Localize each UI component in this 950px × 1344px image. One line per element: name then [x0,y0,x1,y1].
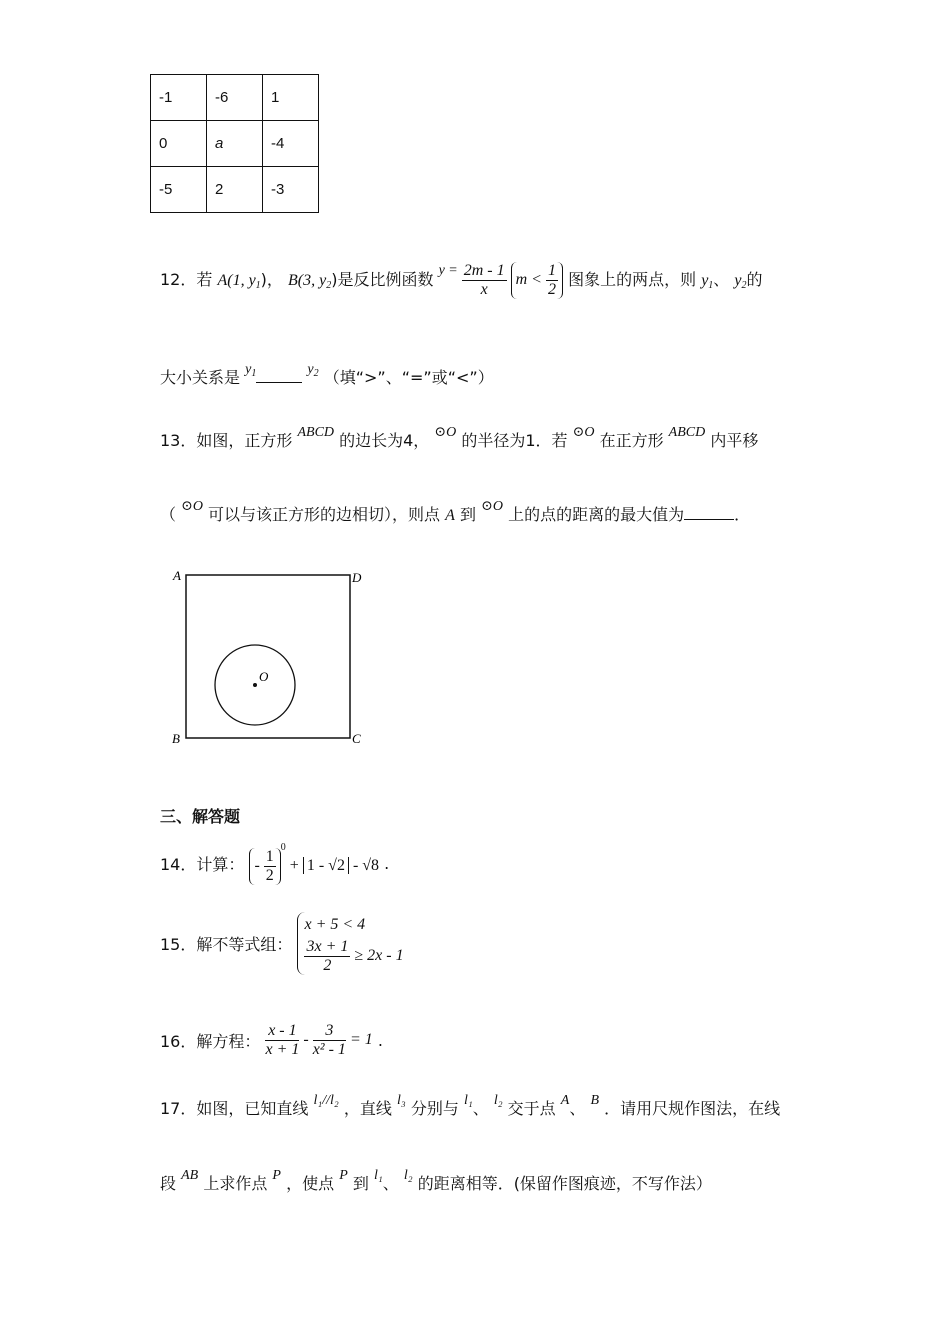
q12-y2: $y_2$ [734,272,747,291]
q12-condition: m < $\frac{1}{2}$ [511,262,563,299]
q13-circle-label: ⊙O [181,499,203,514]
q13-number: 13．如图，正方形 [160,431,293,450]
q16-number: 16．解方程： [160,1032,261,1051]
q17-sep: 、 [472,1099,489,1118]
q17-text: ，使点 [286,1174,335,1193]
q13-text: 的半径为1．若 [461,431,568,450]
q13-square-label: ABCD [668,425,706,440]
grid-cell: -5 [151,167,207,213]
grid-cell: 1 [263,75,319,121]
q13-square-label: ABCD [297,425,335,440]
grid-cell: a [207,121,263,167]
q13-text: 到 [460,505,477,524]
q17-sep: 、 [382,1174,399,1193]
q17-parallel-lines: l₁//l₂ [313,1093,339,1108]
q15-inequality-2: $\frac{3x + 1}{2}$ ≥ 2x - 1 [306,938,404,974]
section-title: 三、解答题 [160,807,241,826]
grid-cell: 2 [207,167,263,213]
q13-text: 内平移 [710,431,759,450]
q12-text: 大小关系是 [160,368,241,387]
q16-line [160,1022,383,1059]
q16-equation: $\frac{x - 1}{x + 1}$ - $\frac{3}{\text{x² - 1}}$ = 1 [265,1022,373,1058]
q15-inequality-1: x + 5 < 4 [304,916,366,933]
grid-cell: 0 [151,121,207,167]
q17-point-p: P [339,1168,348,1183]
grid-cell: -3 [263,167,319,213]
q12-y2: $y_2$ [307,362,319,379]
q17-text: 上求作点 [203,1174,268,1193]
q12-line2 [160,362,494,388]
q17-text: 段 [160,1174,177,1193]
q12-point-a: A(1, $y_1$ [217,272,261,291]
q12-line1 [160,262,763,299]
q12-point-b: B(3, $y_2$ [288,272,332,291]
q12-text: 图象上的两点，则 [568,270,697,289]
q13-text: ． [734,505,751,524]
q12-text: 的 [746,270,763,289]
q12-number: 12．若 [160,270,213,289]
q13-point-a: A [445,507,455,524]
q12-answer-blank[interactable] [256,368,302,383]
q17-text: 交于点 [507,1099,556,1118]
q17-point-a: A [560,1093,570,1108]
q13-line1 [160,424,758,451]
q17-line2 [160,1168,712,1194]
grid-cell: -4 [263,121,319,167]
q17-line-l1: l₁ [373,1168,383,1183]
q12-function: y = $\frac{2m - 1}{x}$ [438,262,505,298]
q12-y1: $y_1$ [701,272,714,291]
table-row [151,121,319,167]
q13-text: 在正方形 [599,431,664,450]
q13-circle-label: ⊙O [481,499,503,514]
number-grid [150,74,319,213]
q17-text: 的距离相等．(保留作图痕迹，不写作法） [417,1174,712,1193]
grid-cell: -6 [207,75,263,121]
q17-line-l2: l₂ [403,1168,413,1183]
label-b: B [172,731,180,746]
label-c: C [352,731,361,746]
q14-end: . [384,853,390,873]
label-d: D [352,570,362,585]
square-abcd [186,575,350,738]
label-a: A [173,568,181,583]
q14-number: 14．计算： [160,854,245,874]
q17-point-b: B [590,1093,600,1108]
q15-number: 15．解不等式组： [160,935,293,954]
q13-text: 的边长为4， [339,431,430,450]
q17-text: 分别与 [410,1099,459,1118]
q13-text: 上的点的距离的最大值为 [508,505,685,524]
q13-circle-label: ⊙O [572,425,595,440]
q15-system [297,912,403,975]
q17-sep: 、 [569,1099,586,1118]
q12-sep: )， [260,270,283,289]
q12-text: )是反比例函数 [331,270,434,289]
q14-expression: - $\frac{1}{2}$ $^0$ + 1 - √2 - √8 [249,842,379,885]
q17-line-l1: l₁ [463,1093,473,1108]
table-row [151,75,319,121]
q17-line1 [160,1093,780,1119]
q13-answer-blank[interactable] [684,505,734,520]
q17-segment-ab: AB [181,1168,199,1183]
label-o: O [259,669,269,684]
q17-line-l3: l₃ [396,1093,406,1108]
table-row [151,167,319,213]
q13-text: 可以与该正方形的边相切），则点 [208,505,441,524]
q16-end: . [377,1031,383,1050]
center-dot [253,683,257,687]
q17-text: ，直线 [343,1099,392,1118]
grid-cell: -1 [151,75,207,121]
q12-comma: 、 [713,270,730,289]
q13-circle-label: ⊙O [434,425,457,440]
q17-line-l2: l₂ [493,1093,503,1108]
q12-y1: $y_1$ [245,362,257,379]
q15-line [160,912,404,975]
q13-text: （ [160,505,177,524]
q13-line2 [160,498,750,525]
q17-number: 17．如图，已知直线 [160,1099,309,1118]
q12-text: （填“>”、“=”或“<”） [323,368,494,387]
q17-text: ．请用尺规作图法，在线 [604,1099,781,1118]
q14-line [160,842,389,885]
q17-point-p: P [272,1168,281,1183]
q13-figure [165,565,375,750]
q17-text: 到 [352,1174,369,1193]
